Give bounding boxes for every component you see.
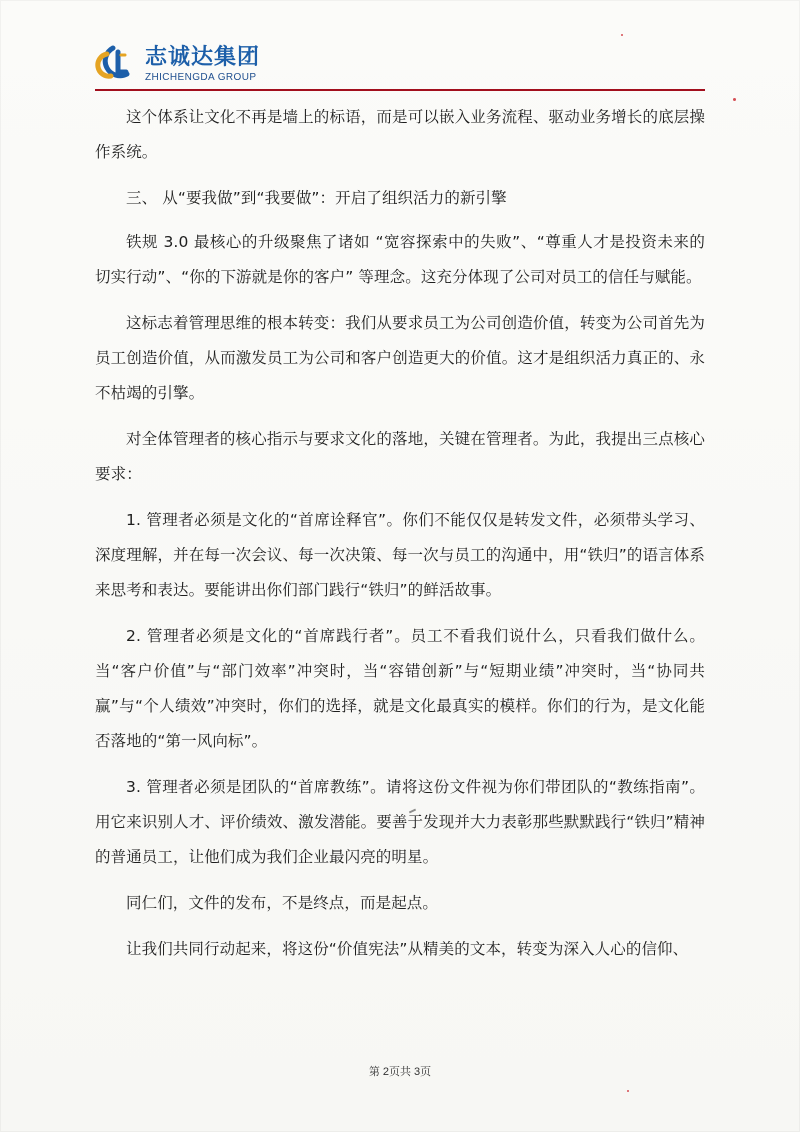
- scan-speck: [621, 34, 623, 36]
- zhichengda-logo-icon: [95, 44, 135, 84]
- requirement-2: 2. 管理者必须是文化的“首席践行者”。员工不看我们说什么，只看我们做什么。当“客户价值”与“部门效率”冲突时，当“容错创新”与“短期业绩”冲突时，当“协同共赢”与“个人绩效”冲突时，你们的选择，就是文化最真实的模样。你们的行为，是文化能否落地的“第一风向标”。: [95, 627, 705, 750]
- scan-speck: [627, 1090, 629, 1092]
- company-name-cn: 志诚达集团: [145, 44, 261, 70]
- paragraph-3: 这标志着管理思维的根本转变：我们从要求员工为公司创造价值，转变为公司首先为员工创造价值，从而激发员工为公司和客户创造更大的价值。这才是组织活力真正的、永不枯竭的引擎。: [95, 314, 705, 402]
- company-name-en: ZHICHENGDA GROUP: [145, 71, 257, 83]
- requirement-1: 1. 管理者必须是文化的“首席诠释官”。你们不能仅仅是转发文件，必须带头学习、深度理解，并在每一次会议、每一次决策、每一次与员工的沟通中，用“铁归”的语言体系来思考和表达。要能讲出你们部门践行“铁归”的鲜活故事。: [95, 511, 705, 599]
- company-header: [95, 43, 260, 85]
- requirement-3: 3. 管理者必须是团队的“首席教练”。请将这份文件视为你们带团队的“教练指南”。用它来识别人才、评价绩效、激发潜能。要善于发现并大力表彰那些默默践行“铁归”精神的普通员工，让他们成为我们企业最闪亮的明星。: [95, 778, 705, 866]
- paragraph-1: 这个体系让文化不再是墙上的标语，而是可以嵌入业务流程、驱动业务增长的底层操作系统。: [95, 108, 705, 161]
- paragraph-5: 同仁们，文件的发布，不是终点，而是起点。: [126, 894, 439, 912]
- company-brand: [145, 46, 260, 83]
- page-number: 第 2页共 3页: [368, 1066, 432, 1078]
- section-heading-3: 三、 从“要我做”到“我要做”：开启了组织活力的新引擎: [126, 189, 507, 207]
- paragraph-2: 铁规 3.0 最核心的升级聚焦了诸如 “宽容探索中的失败”、“尊重人才是投资未来的切实行动”、“你的下游就是你的客户” 等理念。这充分体现了公司对员工的信任与赋能。: [95, 233, 705, 286]
- paragraph-4: 对全体管理者的核心指示与要求文化的落地，关键在管理者。为此，我提出三点核心要求：: [95, 430, 705, 483]
- header-divider: [95, 89, 705, 91]
- document-body: [95, 100, 705, 978]
- scan-speck: [733, 98, 736, 101]
- paragraph-6: 让我们共同行动起来，将这份“价值宪法”从精美的文本，转变为深入人心的信仰、: [126, 940, 689, 958]
